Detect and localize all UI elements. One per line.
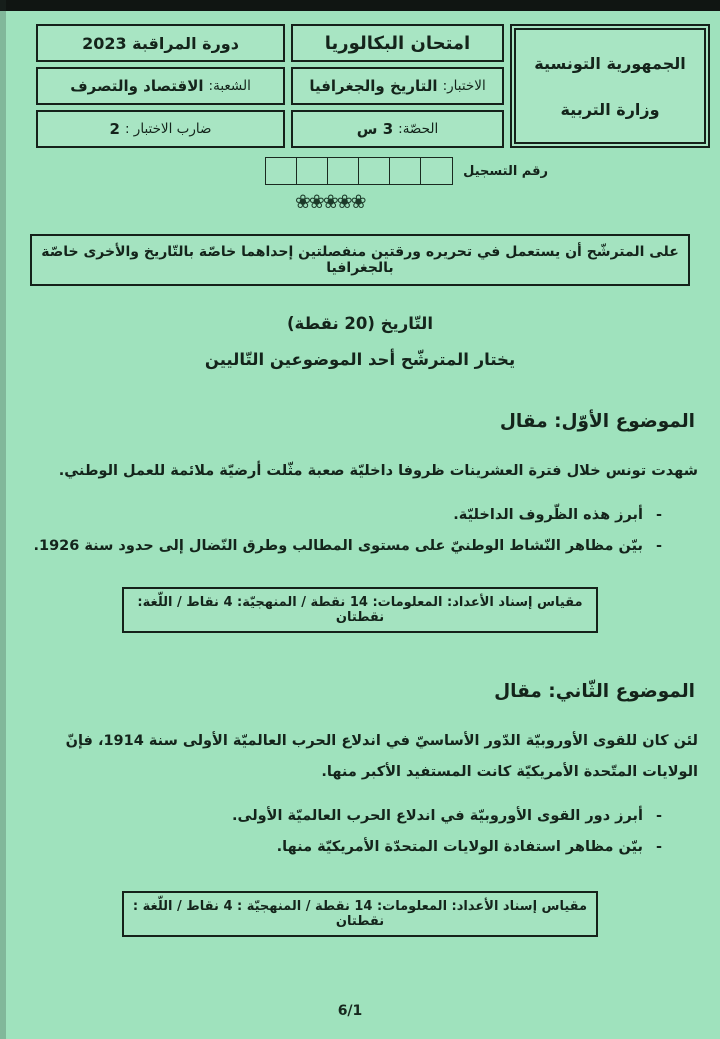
registration-grid xyxy=(265,157,453,185)
topic2-bullet-2 xyxy=(0,839,720,855)
topic1-bullet-1-text: أبرز هذه الظّروف الداخليّة. xyxy=(453,507,643,524)
photo-left-edge xyxy=(0,0,6,1039)
bullet-dash: - xyxy=(655,507,662,524)
coefficient-label: ضارب الاختبار : xyxy=(124,121,212,137)
topic1-intro: شهدت تونس خلال فترة العشرينات ظروفا داخليّة صعبة مثّلت أرضيّة ملائمة للعمل الوطني. xyxy=(58,463,698,479)
duration-cell xyxy=(291,110,504,148)
branch-value: الاقتصاد والتصرف xyxy=(70,77,204,95)
duration-value: 3 س xyxy=(356,120,394,138)
subject-cell xyxy=(291,67,504,105)
exam-info-column xyxy=(291,24,504,148)
topic1-bullet-1 xyxy=(0,507,720,523)
session-cell xyxy=(36,24,285,62)
coefficient-cell xyxy=(36,110,285,148)
photo-top-edge xyxy=(0,0,720,11)
topic2-bullet-1-text: أبرز دور القوى الأوروبيّة في اندلاع الحرب العالميّة الأولى. xyxy=(232,808,643,825)
registration-cell xyxy=(266,158,297,184)
page-number: 6/1 xyxy=(337,1003,363,1019)
registration-cell xyxy=(421,158,452,184)
topic2-bullet-1 xyxy=(0,808,720,824)
topic1-grading-box: مقياس إسناد الأعداد: المعلومات: 14 نقطة / المنهجيّة: 4 نقاط / اللّغة: نقطتان xyxy=(122,587,598,633)
subject-label: الاختبار: xyxy=(442,78,486,94)
republic-line: الجمهورية التونسية xyxy=(534,53,686,73)
exam-title-cell xyxy=(291,24,504,62)
topic1-heading: الموضوع الأوّل: مقال xyxy=(499,411,695,432)
authority-cell xyxy=(510,24,710,148)
history-section-subtitle: يختار المترشّح أحد الموضوعين التّاليين xyxy=(204,350,516,369)
topic1-bullet-2 xyxy=(0,538,720,554)
topic2-bullet-2-text: بيّن مظاهر استفادة الولايات المتحدّة الأمريكيّة منها. xyxy=(276,839,643,856)
ministry-line: وزارة التربية xyxy=(560,99,660,119)
flowers-decoration-icon: ❀❀❀❀❀ xyxy=(295,191,365,213)
branch-cell xyxy=(36,67,285,105)
bullet-dash: - xyxy=(655,538,662,555)
registration-cell xyxy=(297,158,328,184)
topic2-heading: الموضوع الثّاني: مقال xyxy=(494,681,695,703)
registration-cell xyxy=(328,158,359,184)
notice-box: على المترشّح أن يستعمل في تحريره ورقتين منفصلتين إحداهما خاصّة بالتّاريخ والأخرى خاصّة بالجغرافيا xyxy=(30,234,690,286)
session-info-column xyxy=(36,24,285,148)
topic2-grading-box: مقياس إسناد الأعداد: المعلومات: 14 نقطة / المنهجيّة : 4 نقاط / اللّغة : نقطتان xyxy=(122,891,598,937)
subject-value: التاريخ والجغرافيا xyxy=(309,77,438,95)
bullet-dash: - xyxy=(655,839,662,856)
registration-cell xyxy=(359,158,390,184)
session-title: دورة المراقبة 2023 xyxy=(82,33,239,53)
registration-cell xyxy=(390,158,421,184)
topic2-intro: لئن كان للقوى الأوروبيّة الدّور الأساسيّ في اندلاع الحرب العالميّة الأولى سنة 1914، فإنّ الولايات المتّحدة الأمريكيّة كانت المستفيد الأكبر منها. xyxy=(65,733,698,780)
coefficient-value: 2 xyxy=(109,120,120,138)
branch-label: الشعبة: xyxy=(208,78,251,94)
history-section-title: التّاريخ (20 نقطة) xyxy=(286,314,434,333)
topic1-bullet-2-text: بيّن مظاهر النّشاط الوطنيّ على مستوى المطالب وطرق النّضال إلى حدود سنة 1926. xyxy=(33,538,643,555)
registration-row xyxy=(0,157,720,185)
duration-label: الحصّة: xyxy=(398,121,439,137)
bullet-dash: - xyxy=(655,808,662,825)
exam-header-table xyxy=(0,0,720,148)
exam-title: امتحان البكالوريا xyxy=(324,32,471,54)
registration-label: رقم التسجيل xyxy=(463,163,548,179)
